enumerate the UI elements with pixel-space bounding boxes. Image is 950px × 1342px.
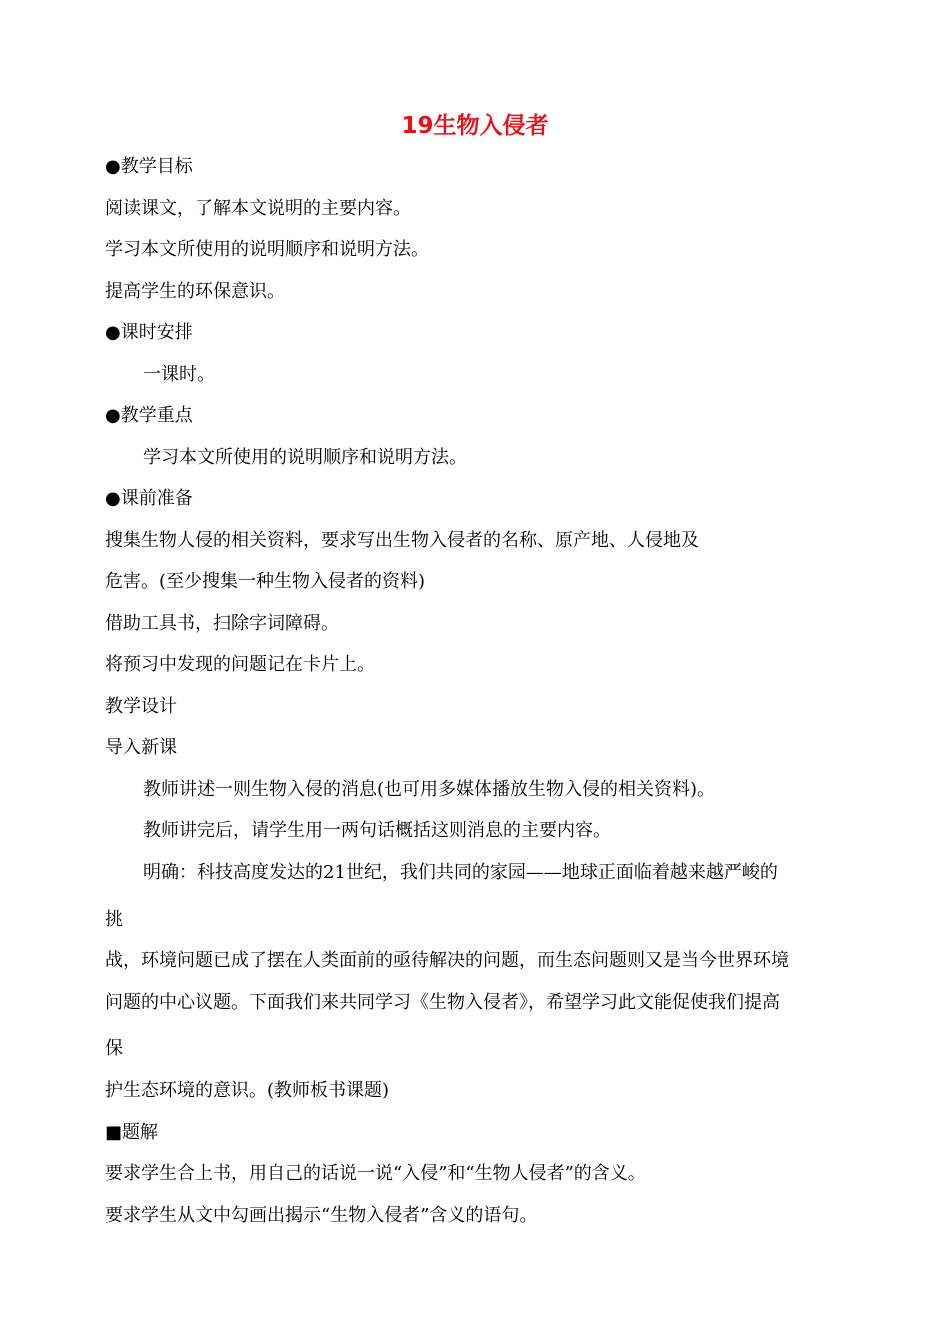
subheading-introduction: 导入新课	[105, 737, 177, 758]
explanation-line-2: 要求学生从文中勾画出揭示“生物入侵者”含义的语句。	[105, 1205, 538, 1226]
intro-line-5: 战，环境问题已成了摆在人类面前的亟待解决的问题，而生态问题则又是当今世界环境	[105, 950, 789, 971]
section-heading-schedule: ●课时安排	[105, 322, 193, 343]
section-heading-teaching-goals: ●教学目标	[105, 156, 193, 177]
intro-line-3: 明确：科技高度发达的21世纪，我们共同的家园——地球正面临着越来越严峻的	[143, 862, 778, 883]
section-heading-preparation: ●课前准备	[105, 488, 193, 509]
explanation-line-1: 要求学生合上书，用自己的话说一说“入侵”和“生物人侵者”的含义。	[105, 1163, 646, 1184]
intro-line-6: 问题的中心议题。下面我们来共同学习《生物入侵者》，希望学习此文能促使我们提高	[105, 992, 780, 1013]
document-title: 19生物入侵者	[401, 113, 549, 139]
key-points-line: 学习本文所使用的说明顺序和说明方法。	[143, 447, 467, 468]
goal-line-3: 提高学生的环保意识。	[105, 281, 285, 302]
goal-line-1: 阅读课文，了解本文说明的主要内容。	[105, 198, 411, 219]
intro-line-7: 保	[105, 1038, 123, 1059]
goal-line-2: 学习本文所使用的说明顺序和说明方法。	[105, 239, 429, 260]
intro-line-1: 教师讲述一则生物入侵的消息(也可用多媒体播放生物入侵的相关资料)。	[143, 779, 716, 800]
section-heading-design: 教学设计	[105, 696, 177, 717]
preparation-line-1: 搜集生物人侵的相关资料，要求写出生物入侵者的名称、原产地、人侵地及	[105, 530, 699, 551]
schedule-line: 一课时。	[143, 364, 215, 385]
intro-line-2: 教师讲完后，请学生用一两句话概括这则消息的主要内容。	[143, 820, 611, 841]
preparation-line-3: 借助工具书，扫除字词障碍。	[105, 613, 339, 634]
intro-line-8: 护生态环境的意识。(教师板书课题)	[105, 1080, 390, 1101]
preparation-line-4: 将预习中发现的问题记在卡片上。	[105, 654, 375, 675]
intro-line-4: 挑	[105, 909, 123, 930]
preparation-line-2: 危害。(至少搜集一种生物入侵者的资料)	[105, 571, 426, 592]
section-heading-title-explanation: ■题解	[105, 1122, 159, 1143]
section-heading-key-points: ●教学重点	[105, 405, 193, 426]
